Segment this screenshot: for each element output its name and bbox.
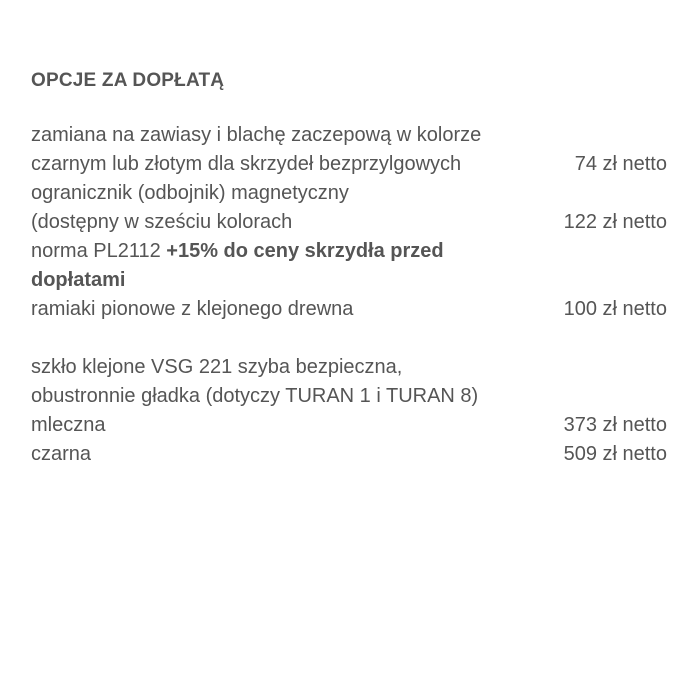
glass-variant-milky (31, 411, 667, 440)
option-hinges-price (575, 121, 667, 179)
glass-variant-milky-label: mleczna (31, 414, 106, 436)
option-norm (31, 237, 667, 295)
option-norm-description (31, 237, 667, 295)
option-stopper-description (31, 179, 564, 237)
glass-variant-black-price: 509 zł netto (563, 443, 667, 465)
option-hinges-line-2: czarnym lub złotym dla skrzydeł bezprzylgowych (31, 153, 462, 175)
option-norm-surcharge: +15% do ceny skrzydła przed dopłatami (31, 240, 444, 291)
option-stopper-line-2: (dostępny w sześciu kolorach (31, 211, 293, 233)
option-frames-description: ramiaki pionowe z klejonego drewna (31, 298, 354, 320)
glass-variant-black-label: czarna (31, 443, 92, 465)
option-glass-line-1: szkło klejone VSG 221 szyba bezpieczna, (31, 356, 403, 378)
option-hinges-price-value: 74 zł netto (574, 153, 667, 175)
option-hinges (31, 121, 667, 179)
option-glass (31, 353, 667, 411)
option-hinges-description (31, 121, 575, 179)
section-heading: OPCJE ZA DOPŁATĄ (31, 70, 225, 91)
option-stopper-line-1: ogranicznik (odbojnik) magnetyczny (31, 182, 349, 204)
option-stopper (31, 179, 667, 237)
option-stopper-price-value: 122 zł netto (563, 211, 667, 233)
option-glass-description (31, 353, 667, 411)
options-list (31, 121, 667, 469)
option-frames-price: 100 zł netto (563, 298, 667, 320)
glass-variant-black (31, 440, 667, 469)
option-norm-prefix: norma PL2112 (31, 240, 167, 262)
glass-variant-milky-price: 373 zł netto (563, 414, 667, 436)
option-glass-line-2: obustronnie gładka (dotyczy TURAN 1 i TURAN 8) (31, 385, 479, 407)
option-frames (31, 295, 667, 324)
spacer (31, 324, 667, 353)
option-stopper-price (564, 179, 667, 237)
option-hinges-line-1: zamiana na zawiasy i blachę zaczepową w kolorze (31, 124, 482, 146)
